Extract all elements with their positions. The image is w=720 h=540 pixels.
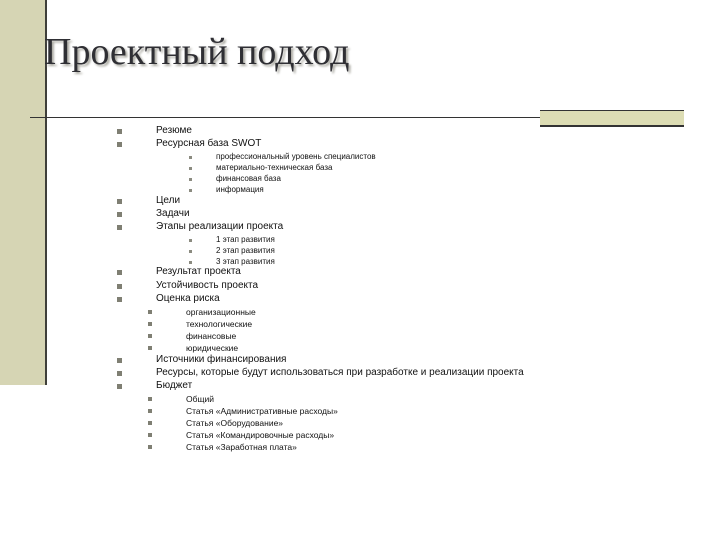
list-item-text: Общий	[186, 394, 214, 404]
left-decor-band	[0, 0, 47, 385]
list-item	[216, 185, 264, 195]
bullet-icon	[117, 199, 122, 204]
bullet-icon	[189, 239, 192, 242]
bullet-icon	[189, 167, 192, 170]
list-item	[156, 221, 283, 233]
bullet-icon	[117, 371, 122, 376]
list-item-text: финансовая база	[216, 174, 281, 183]
bullet-icon	[189, 178, 192, 181]
list-item-text: 2 этап развития	[216, 246, 275, 255]
list-item-text: юридические	[186, 343, 239, 353]
bullet-icon	[117, 358, 122, 363]
list-item	[156, 367, 524, 379]
list-item	[216, 246, 275, 256]
list-item	[156, 125, 192, 137]
bullet-icon	[148, 433, 152, 437]
list-item-text: Статья «Заработная плата»	[186, 442, 297, 452]
bullet-icon	[117, 270, 122, 275]
list-item	[186, 307, 256, 317]
list-item	[186, 319, 252, 329]
list-item-text: Результат проекта	[156, 266, 241, 277]
list-item	[186, 394, 214, 404]
bullet-icon	[148, 310, 152, 314]
bullet-icon	[148, 334, 152, 338]
bullet-icon	[148, 346, 152, 350]
list-item	[216, 152, 376, 162]
bullet-icon	[189, 189, 192, 192]
title-divider	[30, 117, 540, 118]
list-item-text: Ресурсы, которые будут использоваться при разработке и реализации проекта	[156, 367, 524, 378]
list-item	[186, 406, 338, 416]
list-item-text: Ресурсная база SWOT	[156, 138, 262, 149]
list-item	[156, 208, 190, 220]
bullet-icon	[117, 129, 122, 134]
slide-title: Проектный подход	[44, 31, 350, 73]
list-item	[186, 418, 283, 428]
bullet-icon	[117, 284, 122, 289]
list-item-text: Цели	[156, 195, 181, 206]
bullet-icon	[148, 397, 152, 401]
list-item	[186, 331, 236, 341]
bullet-icon	[117, 142, 122, 147]
list-item-text: финансовые	[186, 331, 237, 341]
list-item	[186, 442, 297, 452]
list-item-text: профессиональный уровень специалистов	[216, 152, 376, 161]
list-item	[216, 174, 281, 184]
bullet-icon	[189, 261, 192, 264]
list-item-text: Статья «Командировочные расходы»	[186, 430, 335, 440]
bullet-icon	[117, 384, 122, 389]
list-item	[216, 235, 275, 245]
list-item	[156, 380, 192, 392]
list-item-text: 1 этап развития	[216, 235, 275, 244]
list-item-text: Статья «Оборудование»	[186, 418, 284, 428]
bullet-icon	[117, 225, 122, 230]
title-divider-accent	[540, 110, 684, 127]
bullet-icon	[117, 212, 122, 217]
list-item-text: технологические	[186, 319, 253, 329]
bullet-icon	[189, 250, 192, 253]
list-item-text: Устойчивость проекта	[156, 280, 259, 291]
bullet-icon	[117, 297, 122, 302]
list-item-text: Оценка риска	[156, 293, 220, 304]
list-item-text: Резюме	[156, 125, 192, 136]
bullet-icon	[148, 421, 152, 425]
list-item-text: Бюджет	[156, 380, 193, 391]
list-item	[156, 280, 258, 292]
list-item-text: Источники финансирования	[156, 354, 287, 365]
list-item	[156, 266, 241, 278]
list-item	[186, 430, 334, 440]
bullet-icon	[148, 409, 152, 413]
list-item	[156, 354, 286, 366]
list-item-text: Этапы реализации проекта	[156, 221, 284, 232]
list-item-text: материально-техническая база	[216, 163, 333, 172]
list-item-text: Статья «Административные расходы»	[186, 406, 338, 416]
list-item-text: информация	[216, 185, 264, 194]
list-item-text: 3 этап развития	[216, 257, 275, 266]
bullet-icon	[189, 156, 192, 159]
list-item	[156, 293, 220, 305]
list-item	[216, 163, 332, 173]
bullet-icon	[148, 322, 152, 326]
list-item	[156, 195, 180, 207]
list-item	[186, 343, 238, 353]
list-item-text: организационные	[186, 307, 256, 317]
list-item-text: Задачи	[156, 208, 190, 219]
bullet-icon	[148, 445, 152, 449]
list-item	[156, 138, 261, 150]
